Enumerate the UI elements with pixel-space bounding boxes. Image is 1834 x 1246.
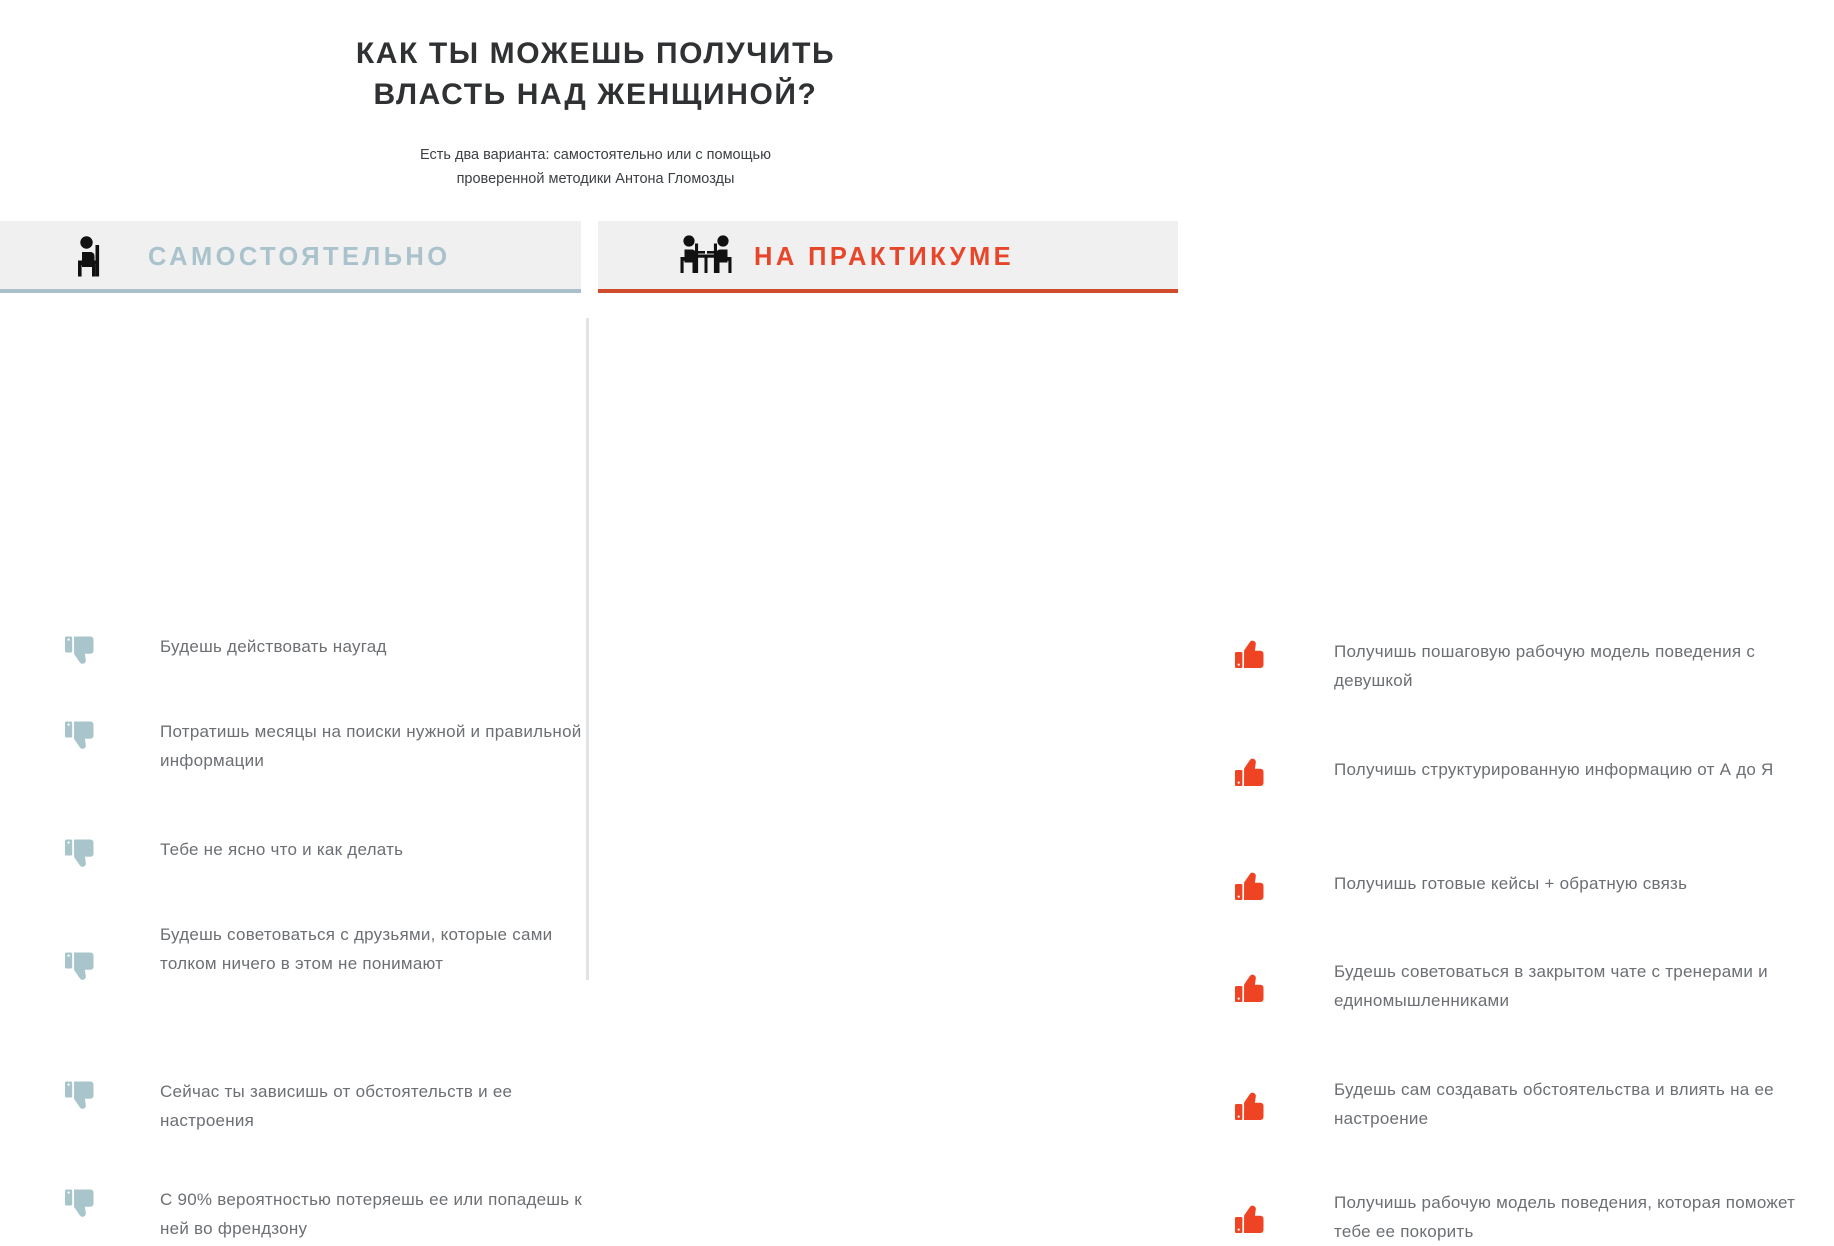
page-subtitle: [0, 144, 1191, 191]
thumbs-down-icon: [64, 1078, 104, 1114]
list-item-text: С 90% вероятностью потеряешь ее или попадешь к ней во френдзону: [160, 1190, 582, 1238]
heading-block: [0, 0, 1191, 191]
thumbs-down-icon: [64, 1186, 104, 1222]
page-subtitle-line-1: Есть два варианта: самостоятельно или с помощью: [420, 147, 771, 164]
page-title-line-1: КАК ТЫ МОЖЕШЬ ПОЛУЧИТЬ: [355, 37, 836, 70]
list-item-text: Тебе не ясно что и как делать: [160, 840, 404, 860]
thumbs-up-icon: [1234, 870, 1274, 906]
list-item-text: Будешь советоваться с друзьями, которые сами толком ничего в этом не понимают: [160, 925, 553, 973]
list-item: [1234, 638, 1834, 695]
column-header-practicum-label: НА ПРАКТИКУМЕ: [754, 242, 1015, 271]
list-item: [64, 718, 610, 775]
thumbs-down-icon: [64, 836, 104, 872]
column-header-practicum: [598, 221, 1178, 293]
thumbs-down-icon: [64, 633, 104, 669]
page-title-line-2: ВЛАСТЬ НАД ЖЕНЩИНОЙ?: [373, 78, 818, 112]
thumbs-up-icon: [1234, 1090, 1274, 1126]
list-item-text: Потратишь месяцы на поиски нужной и правильной информации: [160, 722, 582, 770]
list-item: [1234, 870, 1834, 906]
thumbs-up-icon: [1234, 1203, 1274, 1239]
list-item-text: Получишь пошаговую рабочую модель поведения с девушкой: [1334, 642, 1756, 690]
column-header-self-label: САМОСТОЯТЕЛЬНО: [148, 242, 451, 271]
list-item-text: Будешь сам создавать обстоятельства и влиять на ее настроение: [1334, 1080, 1774, 1128]
column-header-practicum-underline: [598, 289, 1178, 293]
column-headers: [0, 221, 1191, 293]
column-header-self: [0, 221, 581, 293]
two-people-at-table-icon: [672, 234, 740, 280]
list-item: [64, 633, 610, 669]
page-subtitle-line-2: проверенной методики Антона Гломозды: [456, 170, 735, 187]
thumbs-up-icon: [1234, 756, 1274, 792]
list-item: [1234, 756, 1834, 792]
thumbs-up-icon: [1234, 972, 1274, 1008]
list-item: [64, 836, 610, 872]
list-item: [64, 921, 610, 985]
thumbs-down-icon: [64, 718, 104, 754]
list-item: [1234, 1189, 1834, 1246]
list-item: [1234, 1076, 1834, 1133]
person-sitting-on-chair-icon: [70, 234, 116, 280]
list-item: [64, 1078, 610, 1135]
list-item: [64, 1186, 610, 1243]
thumbs-up-icon: [1234, 638, 1274, 674]
list-item-text: Будешь советоваться в закрытом чате с тренерами и единомышленниками: [1334, 962, 1768, 1010]
thumbs-down-icon: [64, 949, 104, 985]
list-item: [1234, 958, 1834, 1015]
list-item-text: Получишь рабочую модель поведения, которая поможет тебе ее покорить: [1334, 1193, 1796, 1241]
list-item-text: Сейчас ты зависишь от обстоятельств и ее настроения: [160, 1082, 513, 1130]
list-item-text: Получишь готовые кейсы + обратную связь: [1334, 874, 1688, 894]
list-item-text: Будешь действовать наугад: [160, 637, 387, 657]
page-title: [0, 33, 1191, 115]
column-header-self-underline: [0, 289, 581, 293]
list-item-text: Получишь структурированную информацию от А до Я: [1334, 760, 1774, 780]
